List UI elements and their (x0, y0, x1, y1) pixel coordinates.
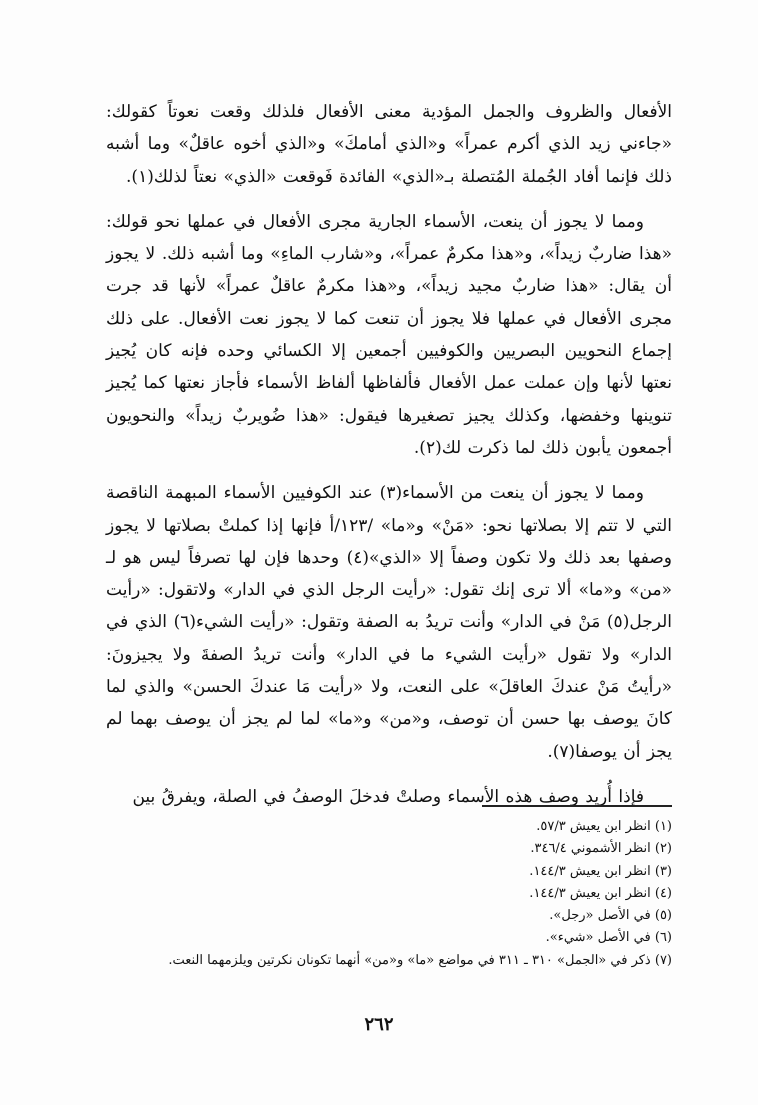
footnote-6: (٦) في الأصل «شيء». (545, 930, 672, 946)
footnote-4: (٤) انظر ابن يعيش ١٤٤/٣. (529, 885, 672, 901)
paragraph-4: فإذا أُريد وصف هذه الأسماء وصلتْ فدخلَ الوصفُ في الصلة، ويفرقُ بين (132, 786, 644, 807)
paragraph-3: ومما لا يجوز أن ينعت من الأسماء(٣) عند الكوفيين الأسماء المبهمة الناقصة التي لا تتم إلا بصلاتها نحو: «مَنْ» و«ما» /١٢٣/أ فإنها إذا كملتْ بصلاتها لا يجوز وصفها بعد ذلك ولا تكون وصفاً إلا «الذي»(٤) وحدها فإن لها تصرفاً ليس هو لـ «من» و«ما» ألا ترى إنك تقول: «رأيت الرجل الذي في الدار» ولاتقول: «رأيت الرجل(٥) مَنْ في الدار» وأنت تريدُ به الصفة وتقول: «رأيت الشيء(٦) الذي في الدار» ولا تقول «رأيت الشيء ما في الدار» وأنت تريدُ الصفةَ ولا يجيزونَ: «رأيتُ مَنْ عندكَ العاقلَ» على النعت، ولا «رأيت مَا عندكَ الحسن» والذي لما كانَ يوصف بها حسن أن توصف، و«من» و«ما» لما لم يجز أن يوصف بهما لم يجز أن يوصفا(٧). (106, 483, 672, 762)
footnote-separator (482, 805, 672, 807)
footnote-2: (٢) انظر الأشموني ٣٤٦/٤. (530, 841, 672, 857)
paragraph-1: الأفعال والظروف والجمل المؤدية معنى الأفعال فلذلك وقعت نعوتاً كقولك: «جاءني زيد الذي أكرم عمراً» و«الذي أمامكَ» و«الذي أخوه عاقلٌ» وما أشبه ذلك فإنما أفاد الجُملة المُتصلة بـ«الذي» الفائدة فَوقعت «الذي» نعتاً لذلك(١). (106, 102, 672, 187)
footnote-1: (١) انظر ابن يعيش ٥٧/٣. (536, 819, 672, 834)
page-number: ٢٦٢ (364, 1014, 394, 1035)
footnote-5: (٥) في الأصل «رجل». (549, 908, 672, 924)
main-text (106, 96, 672, 826)
footnote-7: (٧) ذكر في «الجمل» ٣١٠ ـ ٣١١ في مواضع «ما» و«من» أنهما تكونان نكرتين ويلزمهما النعت. (168, 952, 672, 968)
paragraph-2: ومما لا يجوز أن ينعت، الأسماء الجارية مجرى الأفعال في عملها نحو قولك: «هذا ضاربٌ زيداً»، و«هذا مكرمٌ عمراً»، و«شارب الماءِ» وما أشبه ذلك. لا يجوز أن يقال: «هذا ضاربٌ مجيد زيداً»، و«هذا مكرمٌ عاقلٌ عمراً» لأنها قد جرت مجرى الأفعال في عملها فلا يجوز أن تنعت كما لا يجوز نعت الأفعال. على ذلك إجماع النحويين البصريين والكوفيين أجمعين إلا الكسائي وحده فإنه كان يُجيز نعتها لأنها وإن عملت عمل الأفعال فألفاظها ألفاظ الأسماء فأجاز نعتها كما يُجيز تنوينها وخفضها، وكذلك يجيز تصغيرها فيقول: «هذا ضُويربٌ زيداً» والنحويون أجمعون يأبون ذلك لما ذكرت لك(٢). (106, 211, 672, 458)
footnote-3: (٣) انظر ابن يعيش ١٤٤/٣. (529, 863, 672, 879)
footnotes (106, 816, 672, 972)
